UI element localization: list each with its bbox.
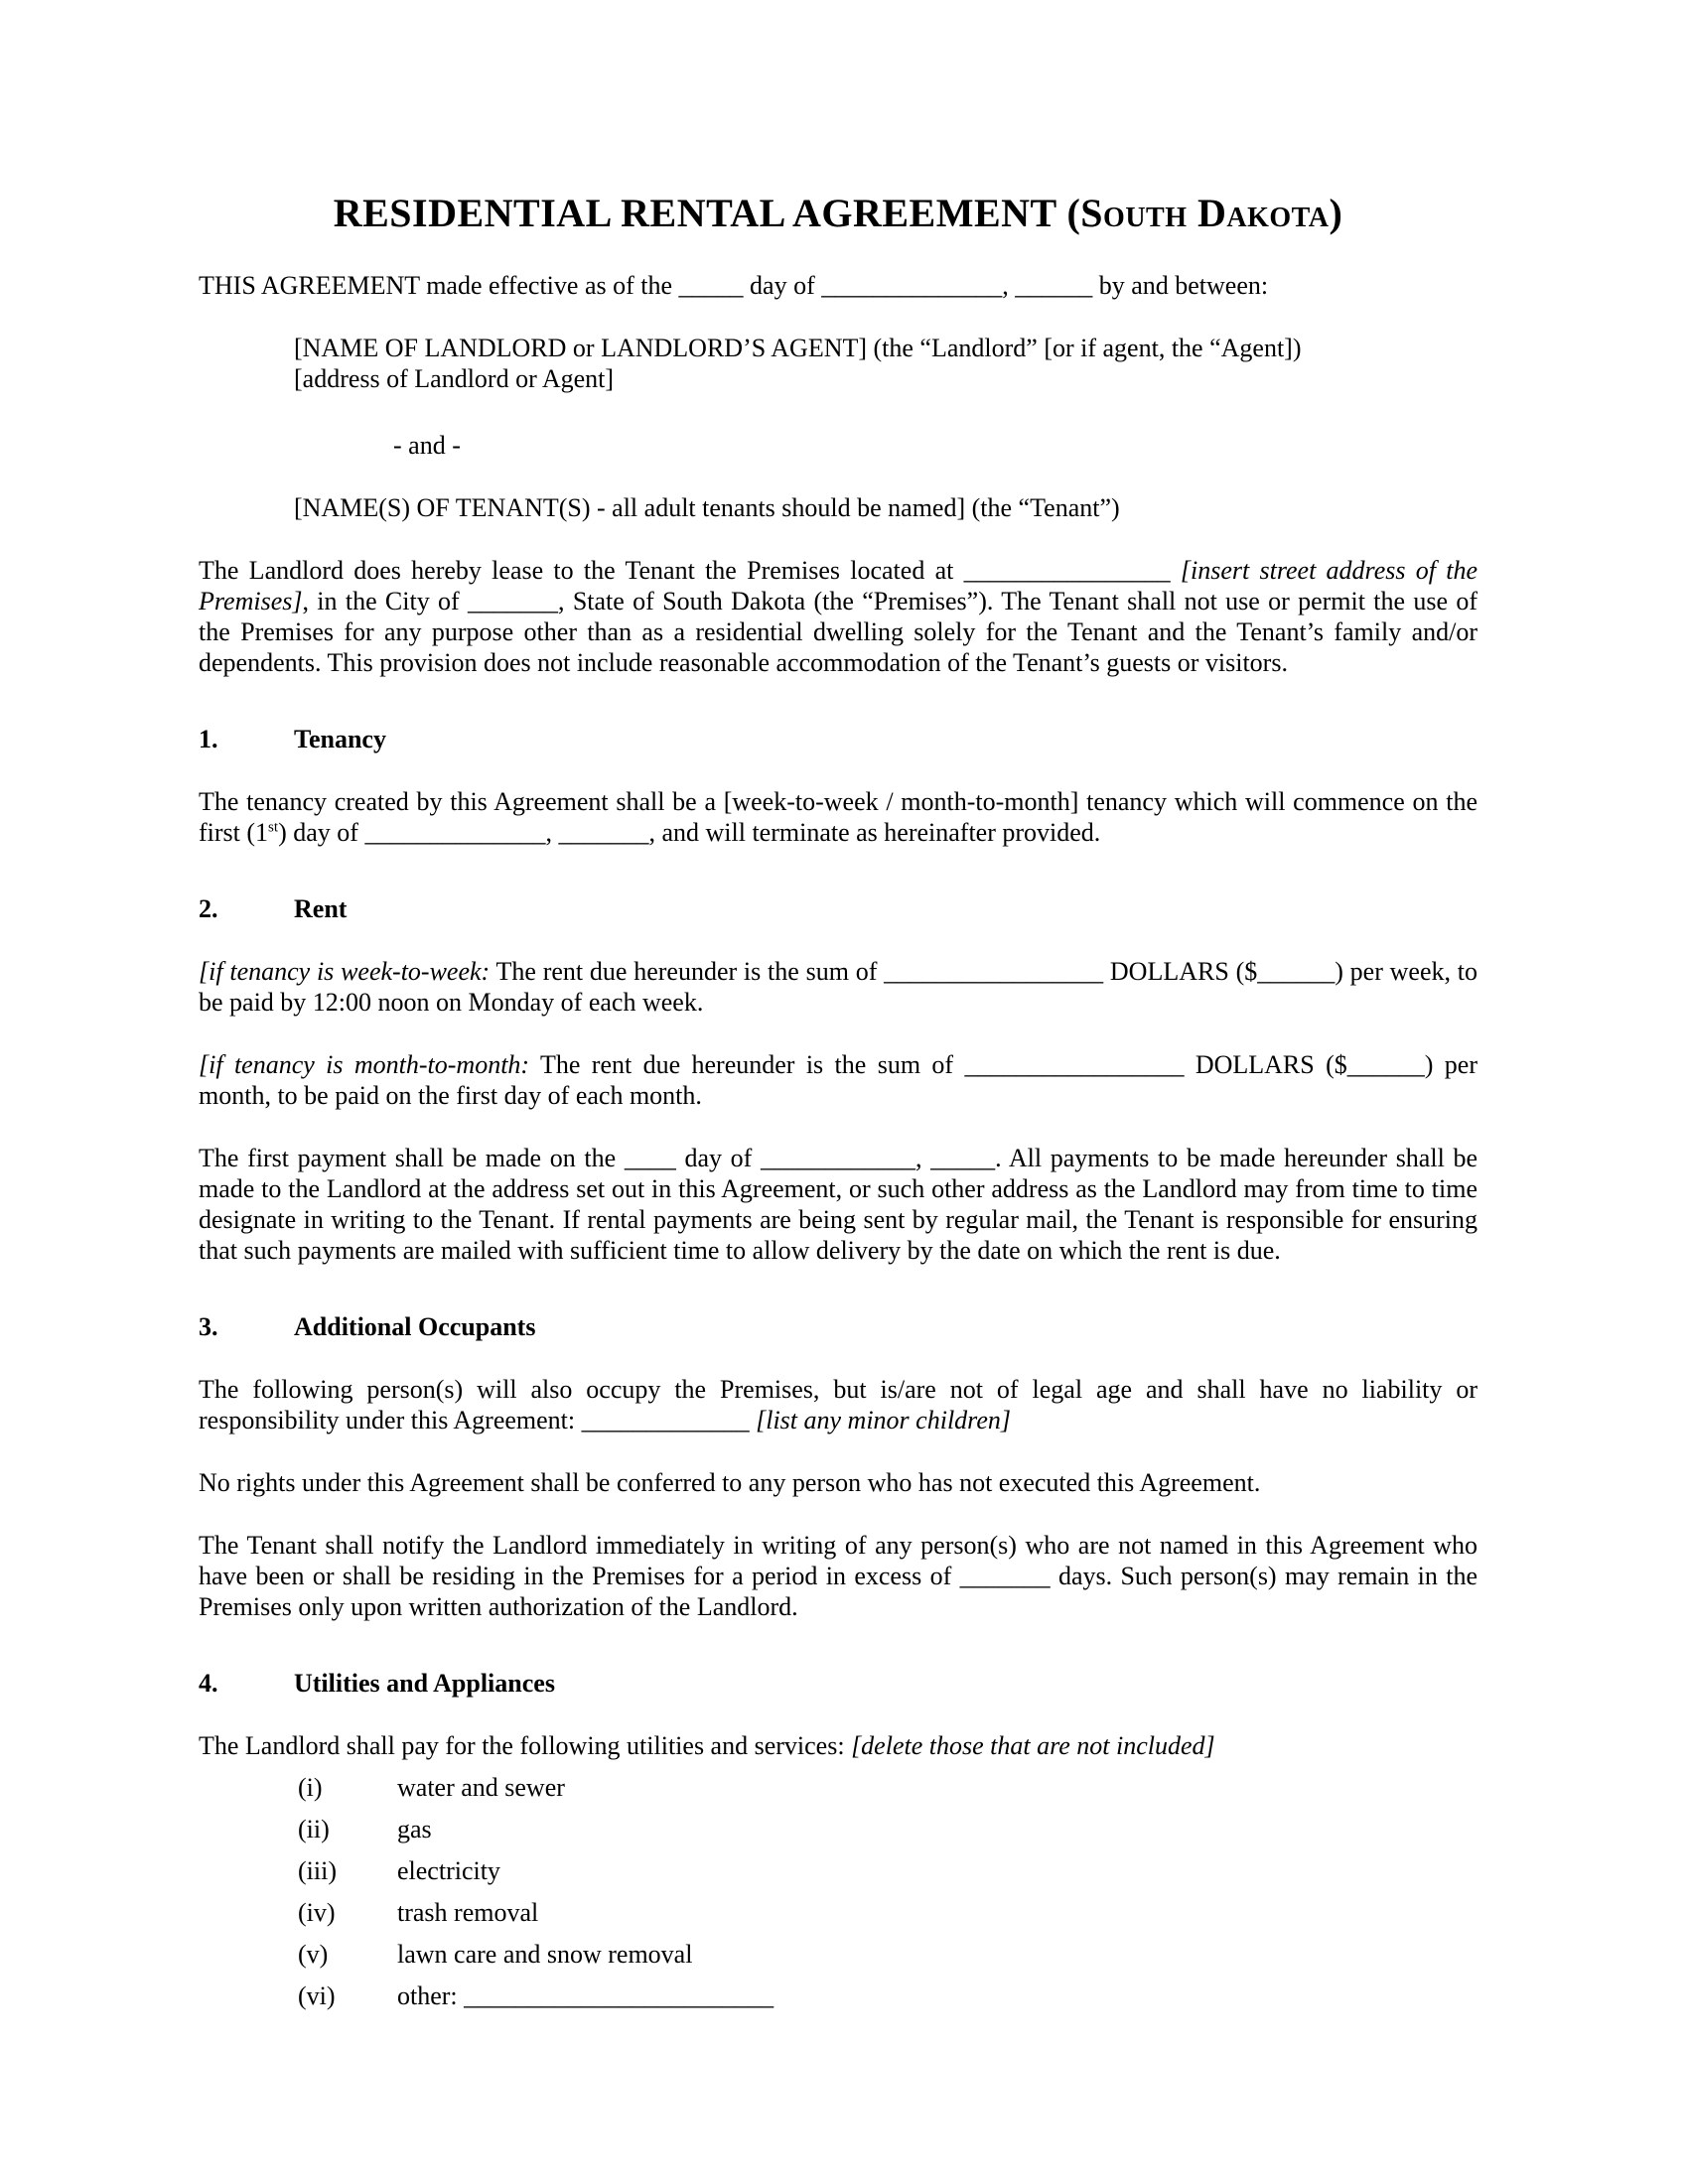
document-title — [199, 191, 1477, 236]
and-separator: - and - — [393, 431, 461, 460]
list-item-number: (iii) — [298, 1856, 337, 1885]
utilities-delete-note: [delete those that are not included] — [851, 1731, 1215, 1760]
rent-weekly-paragraph — [199, 956, 1477, 1018]
list-item-number: (i) — [298, 1773, 323, 1802]
list-item-label: gas — [397, 1815, 432, 1843]
occupants-paragraph — [199, 1374, 1477, 1435]
list-item-label: electricity — [397, 1856, 500, 1885]
occupants-run-1: The following person(s) will also occupy the Premises, but is/are not of legal age and shall have no liability or responsibility under this Agreement: _____________ — [199, 1375, 1477, 1434]
utilities-intro-paragraph — [199, 1730, 1477, 1761]
title-smallcaps: South Dakota — [1080, 191, 1330, 235]
tenant-name-line: [NAME(S) OF TENANT(S) - all adult tenants should be named] (the “Tenant”) — [294, 493, 1120, 522]
section-1-number: 1. — [199, 725, 218, 753]
tenancy-run-3: ) day of ______________, _______, and will terminate as hereinafter provided. — [278, 818, 1101, 847]
landlord-name-line: [NAME OF LANDLORD or LANDLORD’S AGENT] (the “Landlord” [or if agent, the “Agent]) — [294, 334, 1302, 362]
section-2-heading — [199, 893, 1477, 924]
rent-weekly-run-2: The rent due hereunder is the sum of _________________ DOLLARS ($______) per week, to be paid by 12:00 noon on Monday of each week. — [199, 957, 1477, 1017]
rent-monthly-condition-note: [if tenancy is month-to-month: — [199, 1050, 530, 1079]
landlord-address-line: [address of Landlord or Agent] — [294, 364, 615, 393]
utilities-list-item — [199, 1855, 1477, 1886]
occupants-minor-children-note: [list any minor children] — [756, 1406, 1011, 1434]
section-4-heading — [199, 1668, 1477, 1699]
lease-run-3: , in the City of _______, State of South Dakota (the “Premises”). The Tenant shall not use or permit the use of the Premises for any purpose other than as a residential dwelling solely for the Tenant and the Tenant’s family and/or dependents. This provision does not include reasonable accommodation of the Tenant’s guests or visitors. — [199, 587, 1477, 677]
list-item-number: (vi) — [298, 1981, 336, 2010]
utilities-list-item — [199, 1772, 1477, 1803]
section-4-title: Utilities and Appliances — [294, 1669, 555, 1698]
tenancy-run-1: The tenancy created by this Agreement shall be a [week-to-week / month-to-month] tenancy which will commence on the first (1 — [199, 787, 1477, 847]
notify-paragraph: The Tenant shall notify the Landlord immediately in writing of any person(s) who are not named in this Agreement who have been or shall be residing in the Premises for a period in excess of _______ days. Such person(s) may remain in the Premises only upon written authorization of the Landlord. — [199, 1531, 1477, 1621]
section-3-number: 3. — [199, 1312, 218, 1341]
list-item-label: trash removal — [397, 1898, 539, 1927]
section-3-heading — [199, 1311, 1477, 1342]
section-3-title: Additional Occupants — [294, 1312, 536, 1341]
section-2-number: 2. — [199, 894, 218, 923]
utilities-list-item — [199, 1814, 1477, 1844]
utilities-list-item — [199, 1939, 1477, 1970]
lease-run-1: The Landlord does hereby lease to the Tenant the Premises located at ________________ — [199, 556, 1181, 585]
list-item-label: other: ________________________ — [397, 1981, 774, 2010]
list-item-number: (ii) — [298, 1815, 330, 1843]
landlord-block — [294, 333, 1477, 394]
rent-weekly-condition-note: [if tenancy is week-to-week: — [199, 957, 491, 986]
first-payment-paragraph: The first payment shall be made on the ____ day of ____________, _____. All payments to be made hereunder shall be made to the Landlord at the address set out in this Agreement, or such other address as the Landlord may from time to time designate in writing to the Tenant. If rental payments are being sent by regular mail, the Tenant is responsible for ensuring that such payments are mailed with sufficient time to allow delivery by the date on which the rent is due. — [199, 1144, 1477, 1265]
utilities-list-item — [199, 1897, 1477, 1928]
section-2-title: Rent — [294, 894, 348, 923]
list-item-number: (v) — [298, 1940, 329, 1969]
utilities-list — [199, 1772, 1477, 2011]
opening-paragraph: THIS AGREEMENT made effective as of the _____ day of ______________, ______ by and between: — [199, 271, 1269, 300]
tenancy-ordinal-superscript: st — [268, 819, 279, 836]
lease-insert-address-note: [insert street address of the Premises] — [199, 556, 1478, 615]
list-item-number: (iv) — [298, 1898, 336, 1927]
list-item-label: water and sewer — [397, 1773, 565, 1802]
utilities-list-item — [199, 1980, 1477, 2011]
list-item-label: lawn care and snow removal — [397, 1940, 693, 1969]
no-rights-paragraph: No rights under this Agreement shall be conferred to any person who has not executed this Agreement. — [199, 1468, 1261, 1497]
tenancy-paragraph — [199, 786, 1477, 848]
utilities-intro-run-1: The Landlord shall pay for the following utilities and services: — [199, 1731, 852, 1760]
section-4-number: 4. — [199, 1669, 218, 1698]
section-1-title: Tenancy — [294, 725, 386, 753]
title-text: RESIDENTIAL RENTAL AGREEMENT ( — [333, 191, 1081, 235]
title-close: ) — [1329, 191, 1343, 235]
rent-monthly-paragraph — [199, 1049, 1477, 1111]
section-1-heading — [199, 724, 1477, 754]
lease-paragraph — [199, 555, 1477, 678]
rent-monthly-run-2: The rent due hereunder is the sum of _________________ DOLLARS ($______) per month, to be paid on the first day of each month. — [199, 1050, 1477, 1110]
